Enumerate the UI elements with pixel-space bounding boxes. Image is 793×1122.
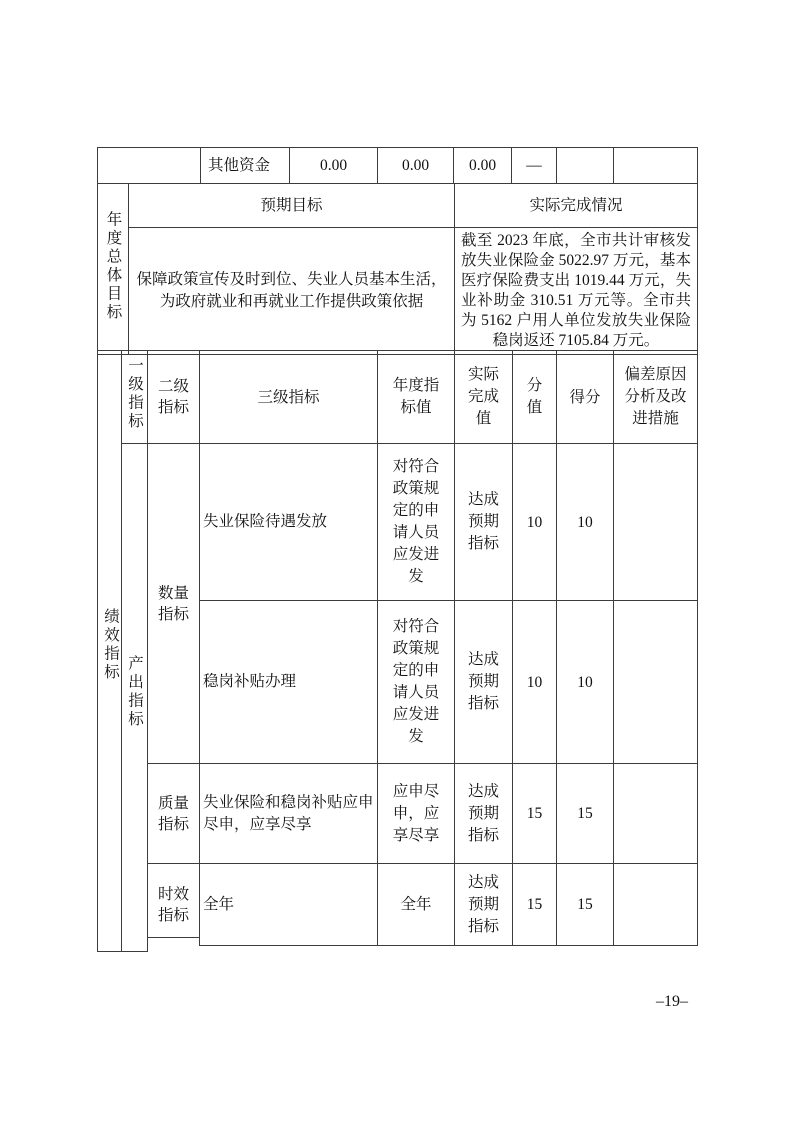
table-row [98, 148, 698, 184]
level3-cell: 失业保险和稳岗补贴应申尽申，应享尽享 [200, 764, 378, 864]
annual-goal-table [97, 183, 698, 355]
indicator-header-row [98, 351, 698, 444]
expected-goal-header: 预期目标 [129, 184, 455, 228]
funds-empty-cell [98, 148, 201, 184]
pagebreak-column-extension [121, 944, 148, 952]
funds-empty-cell [557, 148, 614, 184]
funds-dash-cell: — [512, 148, 557, 184]
page-number: –19– [656, 993, 688, 1010]
deviation-cell [614, 764, 698, 864]
level1-group-vertical-text: 产出指标 [126, 654, 144, 729]
actual-completion-header: 实际完成情况 [455, 184, 698, 228]
level3-cell: 全年 [200, 864, 378, 946]
performance-indicator-vertical-text: 绩效指标 [102, 608, 120, 683]
funds-label-cell: 其他资金 [201, 148, 290, 184]
header-deviation: 偏差原因分析及改进措施 [614, 351, 698, 444]
level3-cell: 稳岗补贴办理 [200, 601, 378, 764]
points-cell: 15 [513, 764, 557, 864]
header-level3: 三级指标 [200, 351, 378, 444]
header-annual-value: 年度指标值 [378, 351, 455, 444]
funds-value-2: 0.00 [378, 148, 454, 184]
header-level1 [122, 351, 148, 444]
actual-completion-text: 截至 2023 年底，全市共计审核发放失业保险金 5022.97 万元，基本医疗保险费支出 1019.44 万元，失业补助金 310.51 万元等。全市共为 5162 户用人单位发放失业保险稳岗返还 7105.84 万元。 [455, 228, 698, 355]
table-row [98, 184, 698, 228]
performance-indicator-table [97, 350, 698, 946]
funds-value-3: 0.00 [454, 148, 512, 184]
deviation-cell [614, 864, 698, 946]
header-points: 分值 [513, 351, 557, 444]
score-cell: 15 [557, 864, 614, 946]
indicator-row-1 [98, 444, 698, 601]
level2-quantity-cell: 数量指标 [148, 444, 200, 764]
actual-value-cell: 达成预期指标 [455, 444, 513, 601]
annual-goal-row-label [98, 184, 129, 355]
annual-value-cell: 应申尽申，应享尽享 [378, 764, 455, 864]
score-cell: 10 [557, 444, 614, 601]
score-cell: 15 [557, 764, 614, 864]
pagebreak-stair-line [147, 937, 200, 938]
deviation-cell [614, 444, 698, 601]
points-cell: 15 [513, 864, 557, 946]
level1-header-vertical-text: 一级指标 [126, 357, 144, 431]
annual-value-cell: 对符合政策规定的申请人员应发进发 [378, 601, 455, 764]
annual-value-cell: 全年 [378, 864, 455, 946]
funds-empty-cell [614, 148, 698, 184]
level1-group-cell [122, 444, 148, 946]
header-actual-value: 实际完成值 [455, 351, 513, 444]
points-cell: 10 [513, 601, 557, 764]
actual-value-cell: 达成预期指标 [455, 864, 513, 946]
funds-continuation-table [97, 147, 698, 184]
level2-timeliness-cell: 时效指标 [148, 864, 200, 946]
actual-value-cell: 达成预期指标 [455, 601, 513, 764]
header-level2: 二级指标 [148, 351, 200, 444]
indicator-row-4 [98, 864, 698, 946]
actual-value-cell: 达成预期指标 [455, 764, 513, 864]
funds-value-1: 0.00 [290, 148, 378, 184]
annual-value-cell: 对符合政策规定的申请人员应发进发 [378, 444, 455, 601]
header-score: 得分 [557, 351, 614, 444]
indicator-row-3 [98, 764, 698, 864]
table-row [98, 228, 698, 355]
deviation-cell [614, 601, 698, 764]
score-cell: 10 [557, 601, 614, 764]
points-cell: 10 [513, 444, 557, 601]
level3-cell: 失业保险待遇发放 [200, 444, 378, 601]
performance-indicator-side-cell [98, 351, 122, 946]
pagebreak-column-extension [97, 944, 122, 952]
annual-goal-vertical-text: 年度总体目标 [104, 210, 122, 322]
expected-goal-text: 保障政策宣传及时到位、失业人员基本生活，为政府就业和再就业工作提供政策依据 [129, 228, 455, 355]
level2-quality-cell: 质量指标 [148, 764, 200, 864]
